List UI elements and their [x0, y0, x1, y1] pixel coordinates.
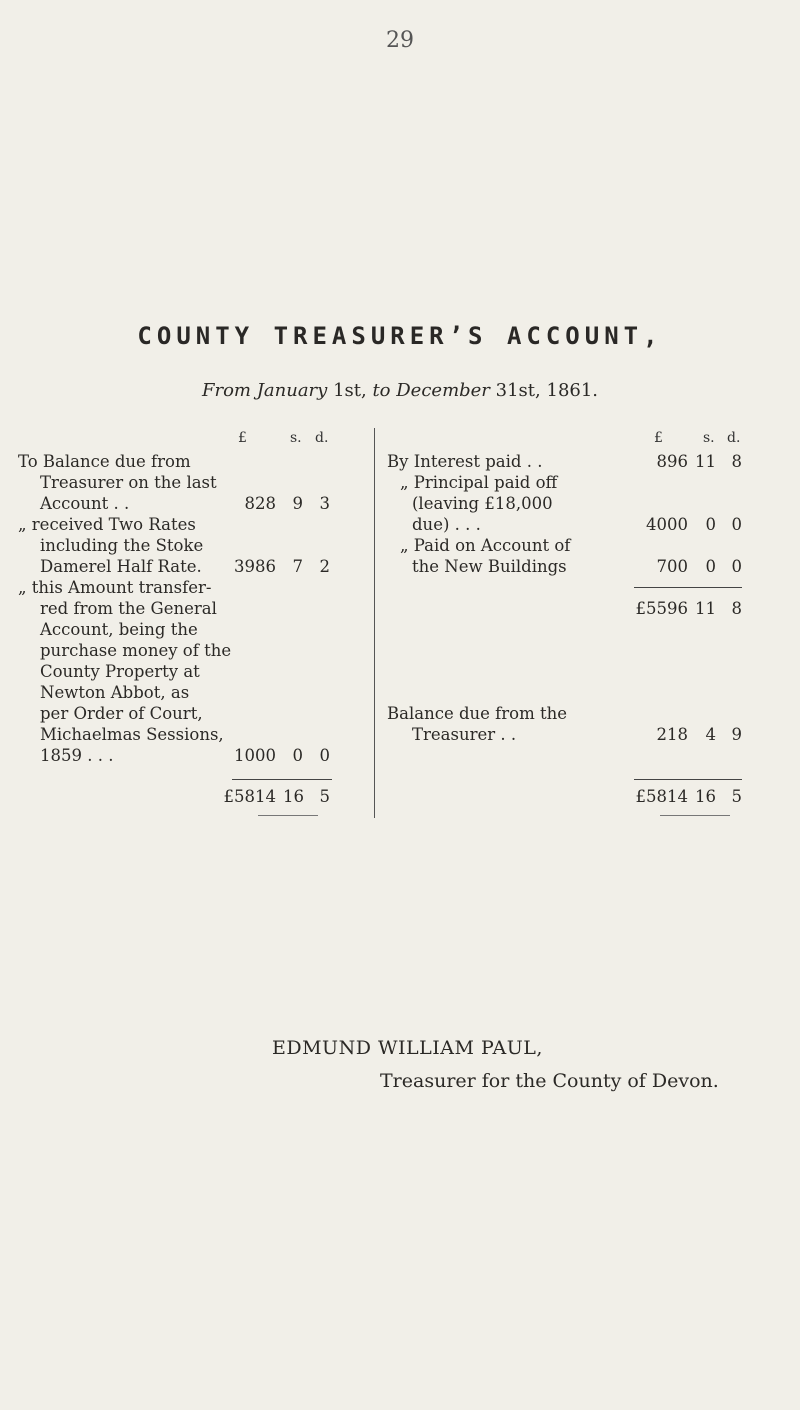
column-divider — [374, 428, 375, 818]
payments-total-rule — [634, 779, 742, 780]
receipt-line: Account, being the — [40, 620, 198, 639]
receipt-line: 1859 . . . — [40, 746, 114, 765]
payment-line: „ Principal paid off — [400, 473, 558, 492]
payments-double-rule — [660, 815, 730, 816]
subtitle-second: 31st, — [495, 380, 541, 401]
payments-total-shillings: 16 — [695, 787, 716, 806]
balance-shillings: 4 — [705, 725, 716, 744]
subtitle-year: 1861. — [546, 380, 599, 401]
signature-name: EDMUND WILLIAM PAUL, — [272, 1037, 543, 1059]
receipts-total-pounds: £5814 — [223, 787, 276, 806]
payment-line: the New Buildings — [412, 557, 567, 576]
receipt-line: Newton Abbot, as — [40, 683, 190, 702]
balance-line: Treasurer . . — [412, 725, 517, 744]
subtitle-middle: to December — [372, 380, 490, 401]
payment-amount-pounds: 700 — [656, 557, 688, 576]
payment-amount-pounds: 4000 — [646, 515, 688, 534]
receipt-amount-pounds: 3986 — [234, 557, 276, 576]
receipt-amount-shillings: 9 — [292, 494, 303, 513]
receipts-total-shillings: 16 — [283, 787, 304, 806]
header-shillings-right: s. — [703, 430, 715, 446]
balance-pence: 9 — [731, 725, 742, 744]
receipt-line: including the Stoke — [40, 536, 204, 555]
receipt-line: Damerel Half Rate. — [40, 557, 202, 576]
payment-line: By Interest paid . . — [387, 452, 543, 471]
receipt-amount-pence: 3 — [319, 494, 330, 513]
balance-line: Balance due from the — [387, 704, 567, 723]
payment-amount-shillings: 0 — [705, 557, 716, 576]
payment-amount-pence: 0 — [731, 515, 742, 534]
payments-subtotal-pounds: £5596 — [635, 599, 688, 618]
header-pounds-left: £ — [238, 430, 247, 446]
receipt-line: per Order of Court, — [40, 704, 203, 723]
payment-line: due) . . . — [412, 515, 481, 534]
receipt-line: County Property at — [40, 662, 200, 681]
receipt-amount-pence: 0 — [319, 746, 330, 765]
receipt-line: purchase money of the — [40, 641, 232, 660]
receipt-line: „ this Amount transfer- — [18, 578, 212, 597]
balance-pounds: 218 — [656, 725, 688, 744]
payments-subtotal-shillings: 11 — [695, 599, 716, 618]
subtitle-first: 1st, — [333, 380, 367, 401]
payments-total-pence: 5 — [731, 787, 742, 806]
receipt-amount-pounds: 828 — [244, 494, 276, 513]
payment-line: „ Paid on Account of — [400, 536, 571, 555]
payment-amount-shillings: 0 — [705, 515, 716, 534]
signature-role: Treasurer for the County of Devon. — [380, 1070, 719, 1092]
receipt-line: red from the General — [40, 599, 217, 618]
receipt-line: Account . . — [40, 494, 130, 513]
payment-amount-pence: 8 — [731, 452, 742, 471]
payment-amount-pounds: 896 — [656, 452, 688, 471]
date-range-subtitle — [0, 380, 800, 401]
page-number: 29 — [386, 28, 414, 53]
receipt-line: Treasurer on the last — [40, 473, 217, 492]
receipts-double-rule — [258, 815, 318, 816]
receipt-amount-pounds: 1000 — [234, 746, 276, 765]
receipt-amount-pence: 2 — [319, 557, 330, 576]
payments-total-pounds: £5814 — [635, 787, 688, 806]
page-title: COUNTY TREASURER’S ACCOUNT, — [137, 322, 663, 350]
payment-line: (leaving £18,000 — [412, 494, 553, 513]
receipt-line: To Balance due from — [18, 452, 191, 471]
subtitle-prefix: From January — [201, 380, 328, 401]
receipt-amount-shillings: 0 — [292, 746, 303, 765]
payments-subtotal-rule — [634, 587, 742, 588]
header-pence-right: d. — [727, 430, 741, 446]
receipts-total-rule — [232, 779, 332, 780]
header-pence-left: d. — [315, 430, 329, 446]
header-shillings-left: s. — [290, 430, 302, 446]
receipt-amount-shillings: 7 — [292, 557, 303, 576]
receipt-line: „ received Two Rates — [18, 515, 196, 534]
payment-amount-shillings: 11 — [695, 452, 716, 471]
header-pounds-right: £ — [654, 430, 663, 446]
receipt-line: Michaelmas Sessions, — [40, 725, 224, 744]
receipts-total-pence: 5 — [319, 787, 330, 806]
payments-subtotal-pence: 8 — [731, 599, 742, 618]
payment-amount-pence: 0 — [731, 557, 742, 576]
